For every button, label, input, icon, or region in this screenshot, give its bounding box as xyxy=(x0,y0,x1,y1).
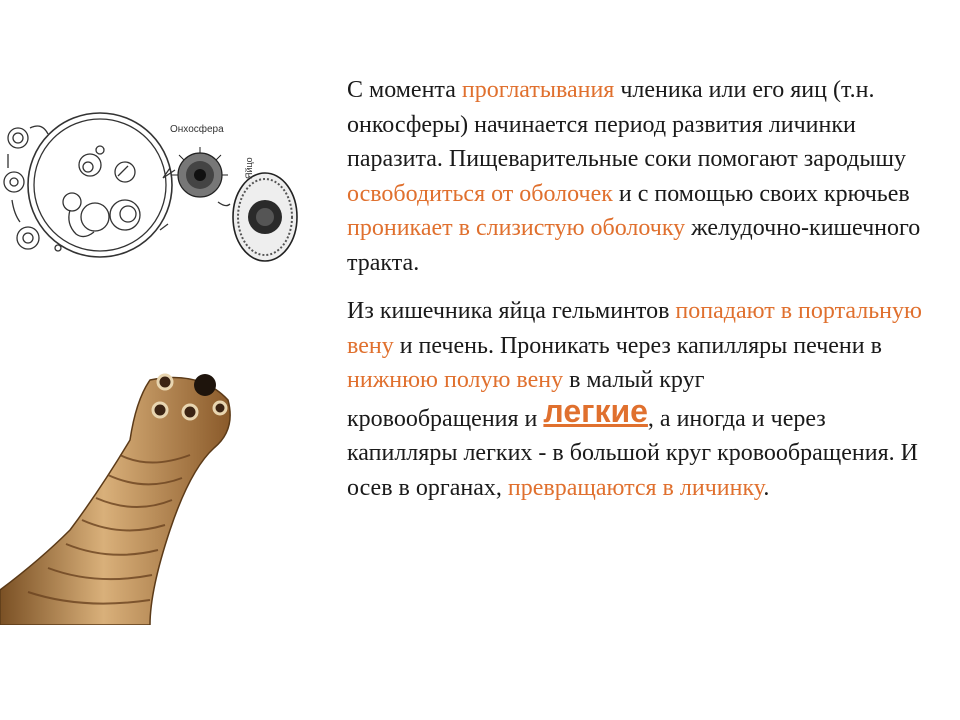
body-text xyxy=(347,73,927,519)
text-span: Из кишечника яйца гельминтов xyxy=(347,298,676,324)
egg-illustration xyxy=(233,173,297,261)
small-cell-1 xyxy=(8,128,28,148)
large-circle xyxy=(28,113,172,257)
text-span: желудочно-кишечного тракта. xyxy=(347,215,921,276)
paragraph-2 xyxy=(347,294,927,505)
text-span: и печень. Проникать через капилляры печени в xyxy=(393,332,882,359)
highlight-penetrates-mucosa: проникает в слизистую оболочку xyxy=(347,215,686,241)
highlight-lungs: легкие xyxy=(543,392,648,429)
small-cell-3 xyxy=(17,227,39,249)
label-onchosphere: Онхосфера xyxy=(170,124,224,135)
highlight-become-larva: превращаются в личинку xyxy=(507,474,764,501)
text-span: и с помощью своих крючьев xyxy=(612,180,910,207)
onchosphere-illustration xyxy=(172,147,228,197)
lifecycle-diagram xyxy=(0,110,310,280)
paragraph-1 xyxy=(347,73,927,280)
text-span: в малый круг xyxy=(563,367,705,393)
text-span: членика или его яиц (т.н. онкосферы) начинается период развития личинки паразита. Пищеварительные соки помогают зародышу xyxy=(347,77,906,172)
label-egg: Яйцо xyxy=(244,157,254,179)
text-span: , а иногда и через капилляры легких - в большой круг кровообращения. И осев в органах, xyxy=(347,405,918,501)
text-span: кровообращения и xyxy=(347,405,544,432)
highlight-free-from-shells: освободиться от оболочек xyxy=(347,180,613,207)
small-cell-2 xyxy=(4,172,24,192)
scolex-image xyxy=(0,360,240,625)
highlight-portal-vein: попадают в портальную вену xyxy=(347,298,922,359)
highlight-swallowing: проглатывания xyxy=(461,77,615,103)
highlight-inferior-vena-cava: нижнюю полую вену xyxy=(347,367,564,393)
text-span: С момента xyxy=(347,77,462,103)
text-span: . xyxy=(763,474,770,501)
